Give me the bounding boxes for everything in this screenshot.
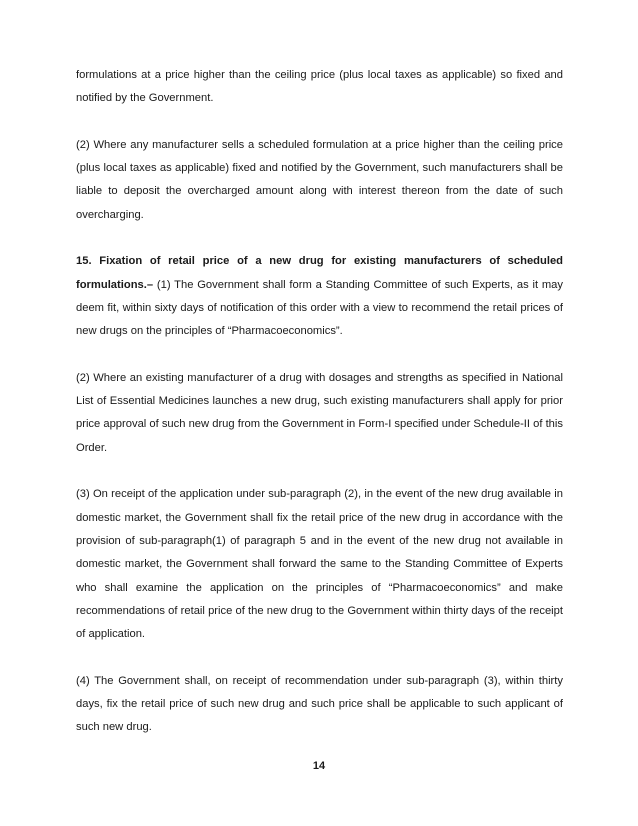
paragraph-spacer	[76, 646, 563, 669]
paragraph-sub-2: (2) Where an existing manufacturer of a drug with dosages and strengths as specified in National List of Essential Medicines launches a new drug, such existing manufacturers shall apply for prior price approval of such new drug from the Government in Form-I specified under Schedule-II of this Order.	[76, 371, 563, 454]
paragraph-spacer	[76, 344, 563, 367]
paragraph-continuation: formulations at a price higher than the ceiling price (plus local taxes as applicable) so fixed and notified by the Government.	[76, 69, 563, 105]
paragraph-spacer	[76, 111, 563, 134]
paragraph-spacer	[76, 227, 563, 250]
paragraph-sub-3: (3) On receipt of the application under sub-paragraph (2), in the event of the new drug available in domestic market, the Government shall fix the retail price of the new drug in accordance with the provision of sub-paragraph(1) of paragraph 5 and in the event of the new drug not available in domestic market, the Government shall forward the same to the Standing Committee of Experts who shall examine the application on the principles of “Pharmacoeconomics” and make recommendations of retail price of the new drug to the Government within thirty days of the receipt of application.	[76, 488, 563, 641]
paragraph-sub-4: (4) The Government shall, on receipt of recommendation under sub-paragraph (3), within thirty days, fix the retail price of such new drug and such price shall be applicable to such applicant of such new drug.	[76, 674, 563, 734]
page-number: 14	[312, 760, 326, 772]
paragraph-spacer	[76, 460, 563, 483]
section-15-heading: 15. Fixation of retail price of a new drug for existing manufacturers of scheduled formulations.–	[76, 255, 563, 291]
paragraph-section-15	[76, 250, 563, 343]
section-15-body: (1) The Government shall form a Standing Committee of such Experts, as it may deem fit, within sixty days of notification of this order with a view to recommend the retail prices of new drugs on the principles of “Pharmacoeconomics”.	[76, 278, 563, 338]
paragraph-overcharge: (2) Where any manufacturer sells a scheduled formulation at a price higher than the ceiling price (plus local taxes as applicable) fixed and notified by the Government, such manufacturers shall be liable to deposit the overcharged amount along with interest thereon from the date of such overcharging.	[76, 138, 563, 221]
document-page	[76, 64, 563, 740]
